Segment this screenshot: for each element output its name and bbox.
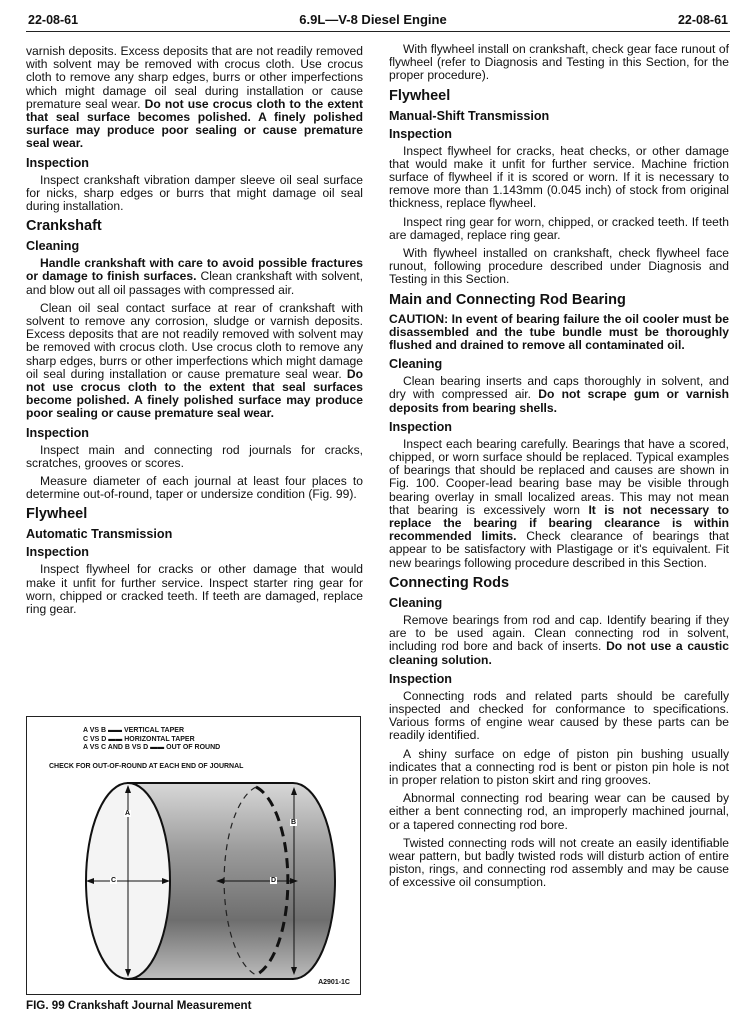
subsection-heading: Cleaning — [26, 239, 80, 254]
dimension-label-c: C — [111, 877, 117, 884]
dimension-label-d: D — [271, 877, 277, 884]
paragraph: With flywheel installed on crankshaft, check flywheel face runout, following procedure described under Diagnosis and Testing in this Section. — [389, 246, 729, 287]
figure-caption: FIG. 99 Crankshaft Journal Measurement — [26, 999, 252, 1012]
paragraph: Inspect ring gear for worn, chipped, or cracked teeth. If teeth are damaged, replace ring gear. — [389, 214, 729, 242]
section-heading: Flywheel — [389, 87, 451, 104]
page-title: 6.9L—V-8 Diesel Engine — [299, 12, 447, 27]
paragraph: With flywheel install on crankshaft, check gear face runout of flywheel (refer to Diagnosis and Testing in this Section, for the proper procedure). — [389, 42, 729, 83]
subsection-heading: Inspection — [26, 425, 89, 440]
dimension-label-b: B — [291, 819, 297, 826]
paragraph: Twisted connecting rods will not create an easily identifiable wear pattern, but badly twisted rods will disturb action of entire piston, rings, and connecting rod assembly and may be cause of excessive oil consumption. — [389, 835, 729, 890]
caution-text: CAUTION: In event of bearing failure the oil cooler must be disassembled and the tube bundle must be thoroughly flushed and drained to remove all contaminated oil. — [389, 311, 729, 353]
legend-entry: A VS B ▬▬ VERTICAL TAPER — [83, 727, 185, 734]
crankshaft-journal-figure — [26, 716, 361, 995]
paragraph: Inspect main and connecting rod journals for cracks, scratches, grooves or scores. — [26, 442, 363, 470]
figure-legend — [83, 727, 220, 753]
section-heading: Main and Connecting Rod Bearing — [389, 291, 626, 308]
subsection-heading: Inspection — [26, 545, 89, 560]
section-heading: Inspection — [26, 155, 89, 170]
journal-cylinder-drawing — [28, 775, 360, 995]
paragraph: Abnormal connecting rod bearing wear can be caused by either a bent connecting rod, an improperly machined journal, or a tapered connecting rod bore. — [389, 791, 729, 832]
paragraph: varnish deposits. Excess deposits that are not readily removed with solvent may be removed with crocus cloth. Use crocus cloth to remove any sharp edges, burrs or other imperfections which might damage oil seal during installation or cause premature seal wear. Do not use crocus cloth to the extent that seal surface becomes polished. A finely polished surface may produce poor sealing or cause premature seal wear. — [26, 44, 363, 151]
section-heading: Crankshaft — [26, 218, 102, 235]
paragraph: Clean oil seal contact surface at rear of crankshaft with solvent to remove any corrosion, sludge or varnish deposits. Excess deposits that are not readily removed with solvent may be removed with crocus cloth. Use crocus cloth to remove any sharp edges, burrs or other imperfections which might damage oil seal during installation or cause premature seal wear. Do not use crocus cloth to the extent that seal surfaces become polished. A finely polished surface may produce poor sealing or cause premature seal wear. — [26, 300, 363, 421]
subsection-heading: Inspection — [389, 419, 452, 434]
left-column — [26, 45, 363, 621]
page-number-right: 22-08-61 — [677, 13, 728, 27]
figure-note: CHECK FOR OUT-OF-ROUND AT EACH END OF JOURNAL — [49, 763, 244, 770]
section-heading: Connecting Rods — [389, 574, 510, 591]
subsection-heading: Cleaning — [389, 595, 443, 610]
legend-entry: A VS C AND B VS D ▬▬ OUT OF ROUND — [83, 744, 221, 751]
paragraph: Clean bearing inserts and caps thoroughly in solvent, and dry with compressed air. Do not scrape gum or varnish deposits from bearing shells. — [389, 374, 729, 415]
section-heading: Flywheel — [26, 506, 88, 523]
legend-entry: C VS D ▬▬ HORIZONTAL TAPER — [83, 735, 195, 743]
figure-code: A2901-1C — [318, 979, 350, 986]
subsection-heading: Manual-Shift Transmission — [389, 108, 550, 123]
subsection-heading: Automatic Transmission — [26, 527, 173, 542]
paragraph: Measure diameter of each journal at least four places to determine out-of-round, taper or undersize condition (Fig. 99). — [26, 474, 363, 502]
paragraph: A shiny surface on edge of piston pin bushing usually indicates that a connecting rod is bent or piston pin hole is not in proper relation to piston skirt and ring grooves. — [389, 746, 729, 787]
paragraph: Inspect flywheel for cracks, heat checks, or other damage that would make it unfit for further service. Machine friction surface of flywheel if it is scored or worn. If it is necessary to remove more than 1.143mm (0.045 inch) of stock from original thickness, replace flywheel. — [389, 143, 729, 211]
subsection-heading: Cleaning — [389, 357, 443, 372]
paragraph: Inspect each bearing carefully. Bearings that have a scored, chipped, or worn surface should be replaced. Typical examples of bearings that should be replaced and causes are shown in Fig. 100. Cooper-lead bearing base may be visible through bearing overlay in small localized areas. This may not mean that bearing is excessively worn It is not necessary to replace the bearing if bearing clearance is within recommended limits. Check clearance of bearings that appear to be satisfactory with Plastigage or it's equivalent. Fit new bearings following procedure described in this Section. — [389, 436, 729, 570]
paragraph: Handle crankshaft with care to avoid possible fractures or damage to finish surfaces. Clean crankshaft with solvent, and blow out all oil passages with compressed air. — [26, 256, 363, 297]
subsection-heading: Inspection — [389, 126, 452, 141]
right-column — [389, 43, 729, 895]
paragraph: Remove bearings from rod and cap. Identify bearing if they are to be used again. Clean connecting rod in solvent, including rod bore and back of inserts. Do not use a caustic cleaning solution. — [389, 612, 729, 667]
page-number-left: 22-08-61 — [28, 13, 79, 27]
header-divider — [26, 31, 730, 32]
paragraph: Connecting rods and related parts should be carefully inspected and checked for conformance to specifications. Various forms of engine wear caused by these parts can be readily identified. — [389, 688, 729, 743]
dimension-label-a: A — [125, 810, 131, 817]
paragraph: Inspect crankshaft vibration damper sleeve oil seal surface for nicks, sharp edges or burrs that might damage oil seal during installation. — [26, 172, 363, 214]
subsection-heading: Inspection — [389, 671, 452, 686]
paragraph: Inspect flywheel for cracks or other damage that would make it unfit for further service. Inspect starter ring gear for worn, chipped or cracked teeth. If teeth are damaged, replace ring gear. — [26, 562, 363, 617]
